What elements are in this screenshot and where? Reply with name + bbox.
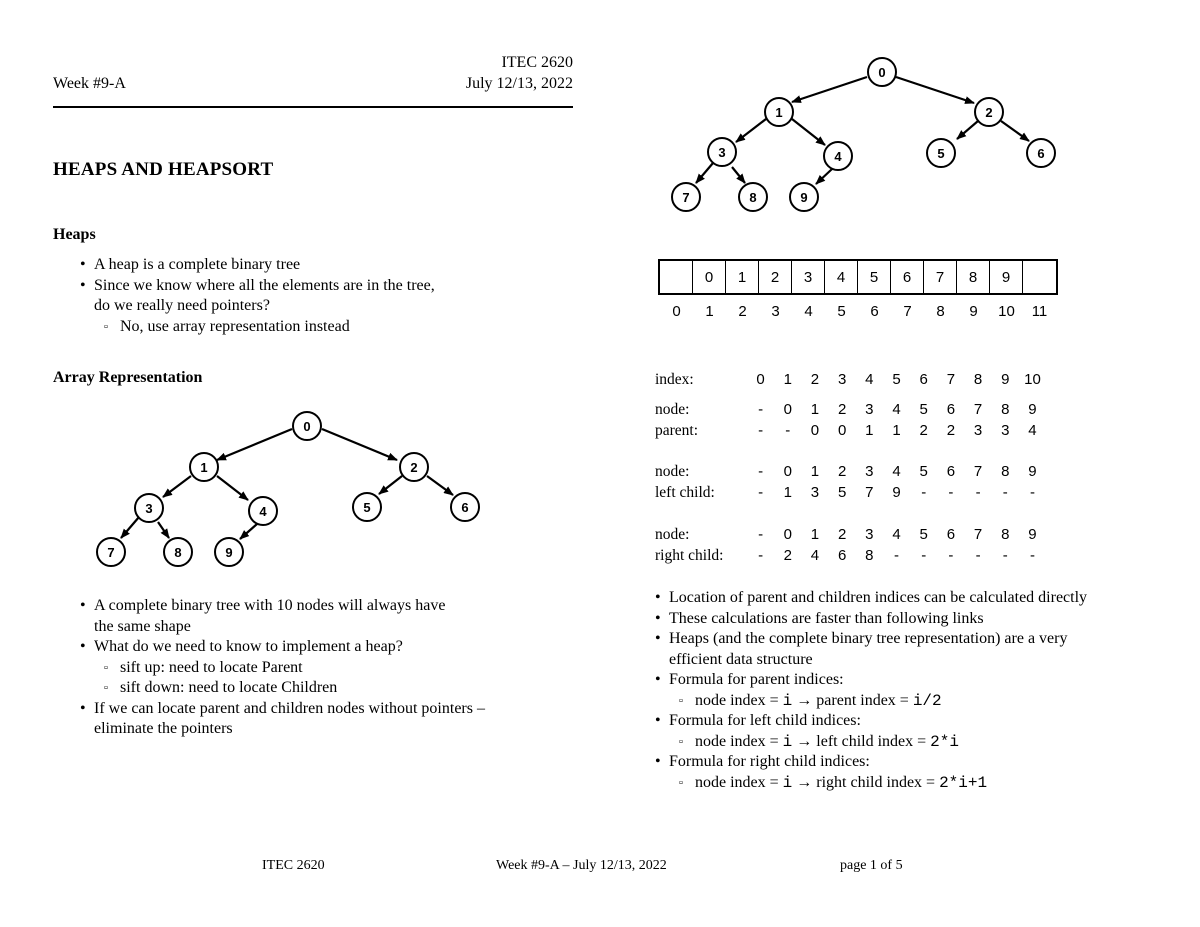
table-row-label: node: bbox=[655, 463, 690, 480]
array-cell: 2 bbox=[759, 261, 792, 293]
table-cell: 0 bbox=[783, 526, 792, 543]
array-cell bbox=[1023, 261, 1056, 293]
table-cell: 1 bbox=[783, 484, 792, 501]
tree-node-label: 3 bbox=[145, 501, 153, 516]
table-cell: - bbox=[1002, 484, 1008, 501]
table-cell: 3 bbox=[1001, 422, 1010, 439]
formula-bullets bbox=[655, 588, 1195, 793]
table-cell: 8 bbox=[865, 547, 874, 564]
bullet-line: do we really need pointers? bbox=[94, 297, 270, 314]
footer-course: ITEC 2620 bbox=[262, 858, 325, 873]
array-bullets bbox=[80, 596, 550, 740]
table-row-label: node: bbox=[655, 401, 690, 418]
header-course: ITEC 2620 bbox=[501, 54, 573, 71]
table-cell: 9 bbox=[892, 484, 901, 501]
table-cell: 0 bbox=[783, 463, 792, 480]
table-cell: - bbox=[948, 484, 954, 501]
sub-bullet: ▫ sift down: need to locate Children bbox=[80, 678, 550, 699]
array-index: 11 bbox=[1031, 303, 1048, 320]
sub-bullet: ▫ sift up: need to locate Parent bbox=[80, 658, 550, 679]
table-cell: 6 bbox=[946, 401, 956, 418]
footer-page-number: page 1 of 5 bbox=[840, 858, 903, 873]
table-cell: 7 bbox=[946, 371, 956, 388]
table-cell: 8 bbox=[973, 371, 983, 388]
array-cell: 8 bbox=[957, 261, 990, 293]
table-cell: 8 bbox=[1001, 463, 1010, 480]
bullet bbox=[80, 276, 530, 317]
arrow-icon: → bbox=[796, 691, 813, 709]
table-cell: - bbox=[894, 547, 900, 564]
array-index: 5 bbox=[837, 303, 846, 320]
page-title: HEAPS AND HEAPSORT bbox=[53, 159, 274, 180]
tree-node-label: 0 bbox=[878, 65, 886, 80]
tree-node-label: 7 bbox=[107, 545, 115, 560]
bullet: • Location of parent and children indices can be calculated directly bbox=[655, 588, 1195, 609]
table-cell: - bbox=[948, 547, 954, 564]
left-child-row bbox=[655, 483, 1046, 503]
table-cell: 3 bbox=[810, 484, 820, 501]
bullet: • Formula for parent indices: bbox=[655, 670, 1195, 691]
array-cell: 0 bbox=[693, 261, 726, 293]
table-cell: - bbox=[921, 484, 927, 501]
table-cell: - bbox=[758, 401, 764, 418]
array-cell: 9 bbox=[990, 261, 1023, 293]
table-cell: - bbox=[1029, 484, 1035, 501]
table-cell: 1 bbox=[892, 422, 901, 439]
bullet-line: eliminate the pointers bbox=[94, 720, 233, 737]
table-cell: - bbox=[975, 484, 981, 501]
tree-node-label: 8 bbox=[749, 190, 757, 205]
table-cell: 6 bbox=[919, 371, 928, 388]
arrow-icon: → bbox=[796, 773, 813, 791]
table-cell: 10 bbox=[1024, 371, 1041, 388]
table-cell: 3 bbox=[837, 371, 847, 388]
table-cell: 9 bbox=[1028, 401, 1037, 418]
table-row-label: parent: bbox=[655, 422, 699, 439]
tree-edges bbox=[696, 77, 1029, 184]
table-cell: 3 bbox=[865, 526, 874, 543]
array-index: 6 bbox=[870, 303, 879, 320]
array-index: 0 bbox=[672, 303, 681, 320]
tree-edges bbox=[121, 429, 453, 539]
formula-var: i bbox=[782, 732, 793, 751]
array-index: 9 bbox=[969, 303, 978, 320]
formula-code: 2*i bbox=[930, 732, 959, 751]
table-cell: - bbox=[975, 547, 981, 564]
bullet: • What do we need to know to implement a heap? bbox=[80, 637, 550, 658]
tree-node-label: 5 bbox=[363, 500, 371, 515]
formula-text: node index = bbox=[695, 691, 783, 709]
table-cell: 5 bbox=[919, 401, 928, 418]
array-cell: 4 bbox=[825, 261, 858, 293]
formula-var: i bbox=[782, 773, 793, 792]
table-row-label: index: bbox=[655, 371, 694, 388]
table-cell: 1 bbox=[810, 526, 820, 543]
array-index: 3 bbox=[771, 303, 780, 320]
table-cell: 7 bbox=[973, 401, 983, 418]
parent-node-row bbox=[655, 400, 1046, 420]
table-cell: 4 bbox=[892, 526, 901, 543]
table-cell: 0 bbox=[783, 401, 792, 418]
formula-text: parent index = bbox=[816, 691, 913, 709]
table-cell: 6 bbox=[946, 526, 956, 543]
formula-text: node index = bbox=[695, 773, 783, 791]
table-cell: 4 bbox=[1028, 422, 1037, 439]
table-cell: 1 bbox=[783, 371, 792, 388]
array-cells bbox=[658, 259, 1058, 295]
formula-var: i bbox=[782, 691, 793, 710]
tree-node-label: 0 bbox=[303, 419, 311, 434]
array-index: 8 bbox=[936, 303, 945, 320]
array-cell bbox=[660, 261, 693, 293]
table-cell: 2 bbox=[946, 422, 956, 439]
footer-week-date: Week #9-A – July 12/13, 2022 bbox=[496, 858, 667, 873]
array-index: 2 bbox=[738, 303, 747, 320]
sub-bullet: ▫ No, use array representation instead bbox=[80, 317, 530, 338]
table-cell: 5 bbox=[919, 526, 928, 543]
heap-tree-diagram-right bbox=[665, 55, 1065, 220]
formula-code: i/2 bbox=[912, 691, 942, 710]
table-cell: - bbox=[1002, 547, 1008, 564]
parent-row bbox=[655, 421, 1046, 441]
table-cell: 4 bbox=[865, 371, 874, 388]
tree-node-label: 3 bbox=[718, 145, 726, 160]
array-cell: 3 bbox=[792, 261, 825, 293]
table-cell: - bbox=[785, 422, 791, 439]
array-index: 10 bbox=[998, 303, 1015, 320]
table-cell: 2 bbox=[837, 463, 847, 480]
array-cell: 7 bbox=[924, 261, 957, 293]
table-cell: - bbox=[758, 463, 764, 480]
tree-node-label: 7 bbox=[682, 190, 690, 205]
formula-text: node index = bbox=[695, 732, 783, 750]
table-cell: 6 bbox=[946, 463, 956, 480]
table-cell: - bbox=[1029, 547, 1035, 564]
table-row-label: left child: bbox=[655, 484, 715, 501]
table-cell: 3 bbox=[865, 463, 874, 480]
table-cell: 7 bbox=[865, 484, 874, 501]
tree-node-label: 6 bbox=[461, 500, 469, 515]
array-heading: Array Representation bbox=[53, 369, 203, 386]
table-cell: 2 bbox=[810, 371, 820, 388]
header-week: Week #9-A bbox=[53, 75, 126, 92]
bullet bbox=[80, 699, 550, 740]
tree-node-label: 8 bbox=[174, 545, 182, 560]
table-cell: 7 bbox=[973, 463, 983, 480]
bullet: • These calculations are faster than following links bbox=[655, 609, 1195, 630]
tree-node-label: 1 bbox=[775, 105, 783, 120]
tree-node-label: 9 bbox=[800, 190, 808, 205]
bullet bbox=[80, 596, 550, 637]
table-cell: 4 bbox=[892, 463, 901, 480]
tree-node-label: 2 bbox=[410, 460, 418, 475]
table-cell: 8 bbox=[1001, 401, 1010, 418]
table-cell: - bbox=[921, 547, 927, 564]
table-cell: - bbox=[758, 484, 764, 501]
table-cell: 9 bbox=[1028, 463, 1037, 480]
table-cell: 9 bbox=[1001, 371, 1010, 388]
table-cell: 2 bbox=[783, 547, 792, 564]
bullet-line: Heaps (and the complete binary tree representation) are a very bbox=[669, 630, 1068, 647]
table-row-label: node: bbox=[655, 526, 690, 543]
sub-bullet-parent-formula bbox=[655, 691, 1195, 712]
heap-tree-diagram-left bbox=[90, 405, 490, 575]
arrow-icon: → bbox=[796, 732, 813, 750]
table-cell: 1 bbox=[810, 463, 820, 480]
tree-node-label: 9 bbox=[225, 545, 233, 560]
table-cell: 9 bbox=[1028, 526, 1037, 543]
array-cell: 6 bbox=[891, 261, 924, 293]
bullet-line: Since we know where all the elements are in the tree, bbox=[94, 276, 435, 294]
bullet-line: A complete binary tree with 10 nodes will always have bbox=[94, 597, 446, 614]
table-cell: 5 bbox=[892, 371, 901, 388]
array-index: 7 bbox=[903, 303, 912, 320]
bullet-line: If we can locate parent and children nodes without pointers – bbox=[94, 699, 485, 717]
table-row-label: right child: bbox=[655, 547, 724, 564]
table-cell: 0 bbox=[810, 422, 820, 439]
tree-node-label: 5 bbox=[937, 146, 945, 161]
bullet: • Formula for left child indices: bbox=[655, 711, 1195, 732]
table-cell: 2 bbox=[837, 526, 847, 543]
table-cell: - bbox=[758, 526, 764, 543]
bullet-line: the same shape bbox=[94, 617, 191, 635]
sub-bullet-left-formula bbox=[655, 732, 1195, 753]
table-cell: 2 bbox=[837, 401, 847, 418]
array-indices bbox=[660, 303, 1056, 320]
tree-node-label: 1 bbox=[200, 460, 208, 475]
header-date: July 12/13, 2022 bbox=[465, 75, 573, 92]
array-cell: 1 bbox=[726, 261, 759, 293]
tree-node-label: 2 bbox=[985, 105, 993, 120]
array-index: 4 bbox=[804, 303, 813, 320]
table-cell: 0 bbox=[837, 422, 847, 439]
left-node-row bbox=[655, 462, 1046, 482]
sub-bullet-right-formula bbox=[655, 773, 1195, 794]
table-cell: 5 bbox=[919, 463, 928, 480]
table-cell: - bbox=[758, 422, 764, 439]
table-cell: 3 bbox=[973, 422, 983, 439]
table-cell: 7 bbox=[973, 526, 983, 543]
heaps-heading: Heaps bbox=[53, 226, 96, 243]
heaps-bullets bbox=[80, 255, 530, 337]
array-index: 1 bbox=[705, 303, 714, 320]
bullet: • Formula for right child indices: bbox=[655, 752, 1195, 773]
table-cell: 6 bbox=[837, 547, 847, 564]
tree-node-label: 4 bbox=[259, 504, 267, 519]
index-row bbox=[655, 370, 1046, 390]
header-rule bbox=[53, 106, 573, 108]
table-cell: 8 bbox=[1001, 526, 1010, 543]
bullet: • A heap is a complete binary tree bbox=[80, 255, 530, 276]
table-cell: 3 bbox=[865, 401, 874, 418]
table-cell: 4 bbox=[892, 401, 901, 418]
tree-node-label: 4 bbox=[834, 149, 842, 164]
bullet bbox=[655, 629, 1195, 670]
table-cell: 1 bbox=[810, 401, 820, 418]
table-cell: 4 bbox=[810, 547, 820, 564]
formula-text: left child index = bbox=[816, 732, 931, 750]
table-cell: 5 bbox=[837, 484, 847, 501]
right-node-row bbox=[655, 525, 1046, 545]
table-cell: 2 bbox=[919, 422, 928, 439]
formula-text: right child index = bbox=[816, 773, 940, 791]
formula-code: 2*i+1 bbox=[939, 773, 988, 792]
tree-node-label: 6 bbox=[1037, 146, 1045, 161]
array-cell: 5 bbox=[858, 261, 891, 293]
right-child-row bbox=[655, 546, 1046, 566]
table-cell: 0 bbox=[756, 371, 765, 388]
table-cell: 1 bbox=[865, 422, 874, 439]
table-cell: - bbox=[758, 547, 764, 564]
bullet-line: efficient data structure bbox=[669, 650, 813, 668]
